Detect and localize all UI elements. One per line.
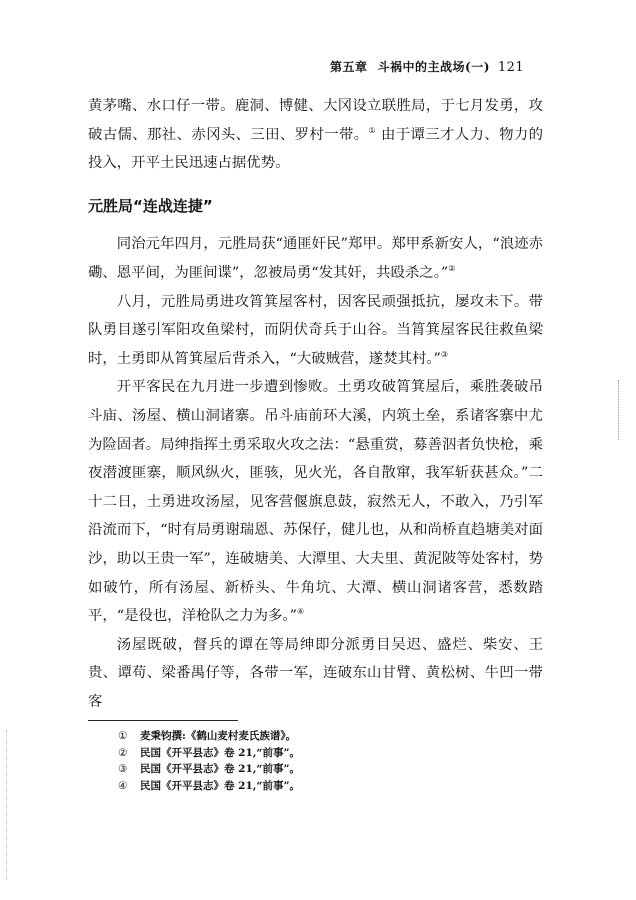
footnote-text: 民国《开平县志》卷 21,“前事”。 <box>140 779 301 792</box>
footnote-text: 民国《开平县志》卷 21,“前事”。 <box>140 763 301 775</box>
paragraph-1 <box>88 92 543 178</box>
paragraph-3-text: 八月，元胜局勇进攻筲箕屋客村，因客民顽强抵抗，屡攻未下。带队勇目遂引军阳攻鱼梁村，而阴伏奇兵于山谷。当筲箕屋客民往救鱼梁时，土勇即从筲箕屋后背杀入，“大破贼营，遂焚其村。” <box>88 293 543 367</box>
footnote-ref-1: ① <box>368 125 377 135</box>
footnote-text: 民国《开平县志》卷 21,“前事”。 <box>140 746 301 759</box>
scan-artifact <box>6 730 8 880</box>
paragraph-2 <box>88 230 543 287</box>
footnote-mark: ② <box>118 746 128 759</box>
paragraph-1-text: 黄茅嘴、水口仔一带。鹿洞、博健、大冈设立联胜局，于七月发勇，攻破古儒、那社、赤冈头、三田、罗村一带。 <box>88 98 543 143</box>
paragraph-1-tail: 由于谭三才人力、物力的投入，开平土民迅速占据优势。 <box>88 126 543 172</box>
paragraph-2-text: 同治元年四月，元胜局获“通匪奸民”郑甲。郑甲系新安人，“浪迹赤磡、恩平间，为匪间谍”，忽被局勇“发其奸，共殴杀之。” <box>88 236 543 281</box>
footnote-mark: ① <box>118 730 128 742</box>
footnote-ref-4: ④ <box>296 607 305 617</box>
footnote-divider <box>88 720 238 721</box>
footnotes <box>118 728 518 794</box>
footnote-text: 麦秉钧撰:《鹤山麦村麦氏族谱》。 <box>140 730 297 742</box>
footnote-item <box>118 761 518 778</box>
footnote-item <box>118 745 518 762</box>
chapter-label: 第五章 <box>330 60 368 74</box>
footnote-item <box>118 728 518 745</box>
footnote-mark: ④ <box>118 779 128 792</box>
paragraph-5-text: 汤屋既破，督兵的谭在等局绅即分派勇目吴迟、盛烂、柴安、王贵、谭苟、梁番禺仔等，各带一军，连破东山甘臂、黄松树、牛凹一带客 <box>88 636 543 710</box>
page-number: 121 <box>497 60 525 75</box>
footnote-mark: ③ <box>118 763 128 775</box>
section-heading: 元胜局“连战连捷” <box>88 196 213 215</box>
footnote-ref-3: ③ <box>440 349 449 359</box>
body-text <box>88 92 543 716</box>
paragraph-3 <box>88 288 543 374</box>
paragraph-4 <box>88 373 543 630</box>
footnote-ref-2: ② <box>448 264 456 274</box>
running-header <box>330 58 540 75</box>
scan-artifact <box>618 380 620 440</box>
chapter-title: 斗祸中的主战场(一) <box>377 60 490 74</box>
paragraph-5 <box>88 631 543 717</box>
footnote-item <box>118 778 518 795</box>
paragraph-4-text: 开平客民在九月进一步遭到惨败。土勇攻破筲箕屋后，乘胜袭破吊斗庙、汤屋、横山洞诸寨。吊斗庙前环大溪，内筑土垒，系诸客寨中尤为险固者。局绅指挥土勇采取火攻之法：“悬重赏，募善泅者负快枪，乘夜潜渡匪寨，顺风纵火，匪骇，见火光，各自散窜，我军斩获甚众。”二十二日，土勇进攻汤屋，见客营偃旗息鼓，寂然无人，不敢入，乃引军沿流而下，“时有局勇谢瑞恩、苏保仔，健儿也，从和尚桥直趋塘美对面沙，助以王贵一军”，连破塘美、大潭里、大夫里、黄泥陂等处客村，势如破竹，所有汤屋、新桥头、牛角坑、大潭、横山洞诸客营，悉数踏平，“是役也，洋枪队之力为多。” <box>88 379 543 625</box>
